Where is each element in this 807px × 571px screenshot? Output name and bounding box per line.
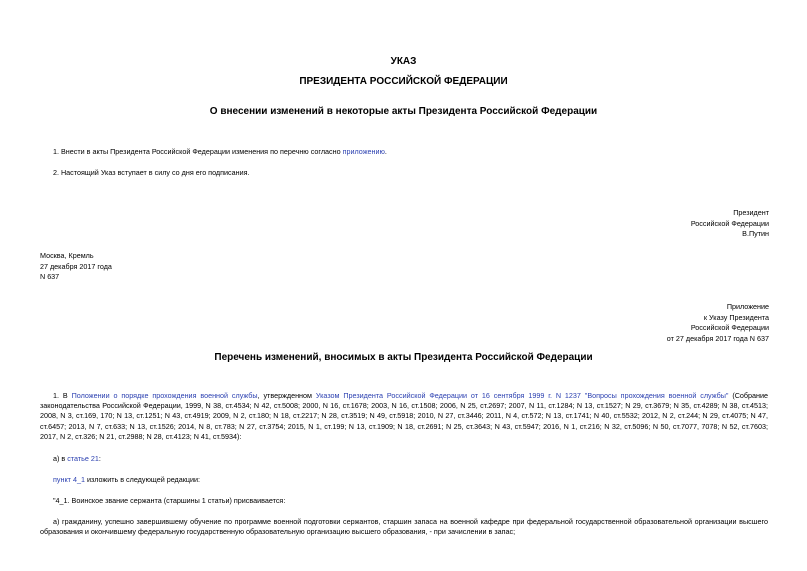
regulation-link[interactable]: Положении о порядке прохождения военной службы (71, 391, 258, 400)
sub-a-suffix: : (98, 454, 101, 463)
signature-position: Президент (733, 208, 769, 217)
quote-line: "4_1. Воинское звание сержанта (старшины 1 статьи) присваивается: (53, 496, 286, 505)
sub-a-prefix: а) в (53, 454, 68, 463)
punkt-suffix: изложить в следующей редакции: (84, 475, 201, 484)
decree-subtitle: О внесении изменений в некоторые акты Президента Российской Федерации (209, 106, 598, 117)
decree-number: N 637 (40, 272, 60, 281)
appendix-reference (519, 302, 769, 344)
decree-item-1 (53, 147, 773, 157)
appendix-date: от 27 декабря 2017 года N 637 (666, 333, 769, 343)
list-title: Перечень изменений, вносимых в акты Президента Российской Федерации (214, 352, 593, 363)
appendix-label: Приложение (726, 302, 769, 311)
decree-issuer: ПРЕЗИДЕНТА РОССИЙСКОЙ ФЕДЕРАЦИИ (299, 76, 508, 87)
section1-rest: (Собрание законодательства Российской Федерации, 1999, N 38, ст.4534; N 42, ст.5008; 2000, N 16, ст.1678; 2003, N 16, ст.1508; 2006, N 25, ст.2697; 2007, N 11, ст.1284; N 13, ст.1527; N 29, ст.3679; N 35, ст.4289; N 38, ст.4513; 2008, N 3, ст.169, 170; N 13, ст.1251; N 43, ст.4919; 2009, N 2, ст.180; N 18, ст.2217; N 28, ст.3519; N 49, ст.5918; 2010, N 27, ст.3446; 2011, N 4, ст.572; N 13, ст.1741; N 40, ст.5532; 2012, N 2, ст.244; N 29, ст.4075; N 47, ст.6457; 2013, N 7, ст.633; N 13, ст.1526; 2014, N 8, ст.783; N 27, ст.3754; 2015, N 1, ст.199; N 13, ст.1909; N 18, ст.2691; N 25, ст.3643; N 43, ст.5947; 2016, N 1, ст.216; N 32, ст.5096; N 50, ст.7077, 7078; N 52, ст.7603; 2017, N 2, ст.326; N 21, ст.2988; N 28, ст.4123; N 41, ст.5934): (40, 391, 769, 441)
signature-name: В.Путин (742, 229, 769, 238)
appendix-country: Российской Федерации (690, 323, 769, 332)
decree-1237-link[interactable]: Указом Президента Российской Федерации от 16 сентября 1999 г. N 1237 "Вопросы прохождения военной службы" (315, 391, 729, 400)
sub-item-a (53, 454, 773, 464)
section1-prefix: 1. В (53, 391, 72, 400)
quote-item-a: а) гражданину, успешно завершившему обучение по программе военной подготовки сержантов, старшин запаса на военной кафедре при федеральной государственной образовательной организации высшего образования и окончившему федеральную государственную образовательную организацию высшего образования, - при зачислении в запас; (40, 517, 768, 537)
appendix-link[interactable]: приложению (342, 147, 385, 156)
signature-country: Российской Федерации (690, 218, 769, 228)
punkt-4-1-link[interactable]: пункт 4_1 (53, 475, 85, 484)
section1-mid: , утвержденном (257, 391, 316, 400)
section-1 (40, 391, 768, 442)
place-date-block (40, 251, 240, 283)
item1-suffix: . (384, 147, 387, 156)
punkt-line (53, 475, 773, 485)
signature-block (569, 208, 769, 240)
place: Москва, Кремль (40, 251, 94, 260)
decree-item-2: 2. Настоящий Указ вступает в силу со дня его подписания. (53, 168, 250, 177)
article-21-link[interactable]: статье 21 (67, 454, 99, 463)
appendix-decree: к Указу Президента (703, 312, 769, 322)
item1-text: 1. Внести в акты Президента Российской Федерации изменения по перечню согласно (53, 147, 343, 156)
date: 27 декабря 2017 года (40, 261, 112, 271)
decree-title: УКАЗ (390, 56, 417, 67)
